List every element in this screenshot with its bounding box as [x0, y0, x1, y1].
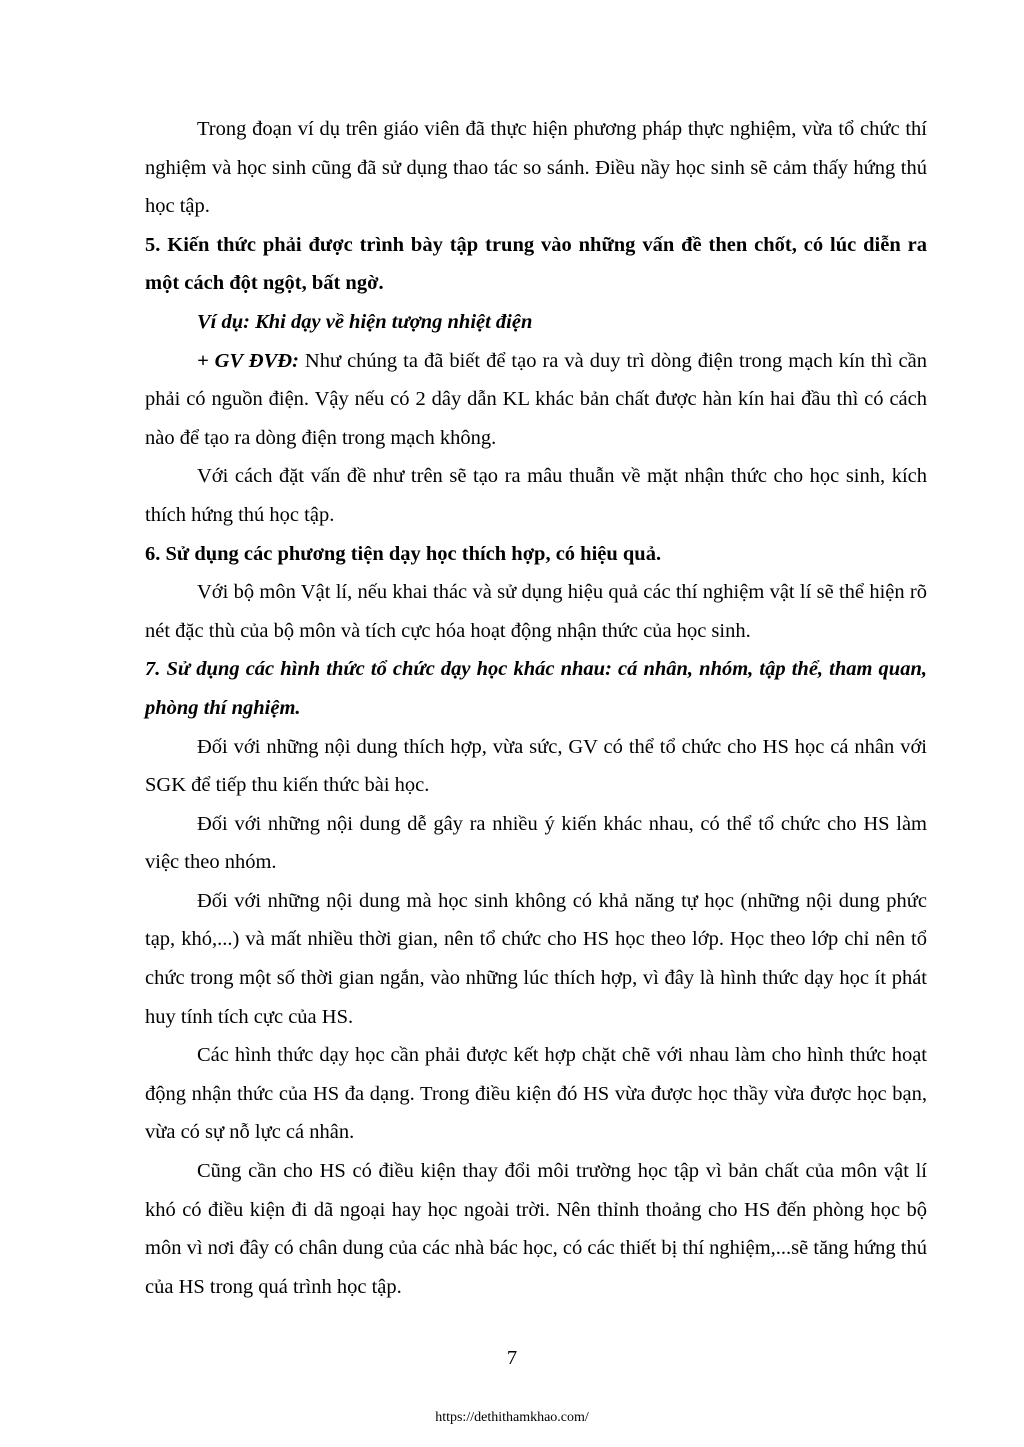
paragraph-physics-experiments: Với bộ môn Vật lí, nếu khai thác và sử dụng hiệu quả các thí nghiệm vật lí sẽ thể hiện rõ nét đặc thù của bộ môn và tích cực hóa hoạt động nhận thức của học sinh. — [145, 581, 927, 642]
page-number: 7 — [506, 1347, 518, 1369]
heading-section-7: 7. Sử dụng các hình thức tổ chức dạy học khác nhau: cá nhân, nhóm, tập thể, tham quan, phòng thí nghiệm. — [145, 658, 927, 719]
footer-url[interactable]: https://dethithamkhao.com/ — [435, 1410, 589, 1425]
heading-section-6: 6. Sử dụng các phương tiện dạy học thích hợp, có hiệu quả. — [145, 542, 662, 565]
teacher-text: Như chúng ta đã biết để tạo ra và duy trì dòng điện trong mạch kín thì cần phải có nguồn điện. Vậy nếu có 2 dây dẫn KL khác bản chất được hàn kín hai đầu thì có cách nào để tạo ra dòng điện trong mạch không. — [145, 349, 927, 449]
teacher-label: + GV ĐVĐ: — [197, 349, 299, 372]
paragraph-contradiction: Với cách đặt vấn đề như trên sẽ tạo ra mâu thuẫn về mặt nhận thức cho học sinh, kích thích hứng thú học tập. — [145, 465, 927, 526]
heading-section-5: 5. Kiến thức phải được trình bày tập trung vào những vấn đề then chốt, có lúc diễn ra một cách đột ngột, bất ngờ. — [145, 233, 927, 295]
paragraph-experiment-summary: Trong đoạn ví dụ trên giáo viên đã thực hiện phương pháp thực nghiệm, vừa tổ chức thí nghiệm và học sinh cũng đã sử dụng thao tác so sánh. Điều nầy học sinh sẽ cảm thấy hứng thú học tập. — [145, 118, 927, 218]
paragraph-class-learning: Đối với những nội dung mà học sinh không có khả năng tự học (những nội dung phức tạp, khó,...) và mất nhiều thời gian, nên tổ chức cho HS học theo lớp. Học theo lớp chỉ nên tổ chức trong một số thời gian ngắn, vào những lúc thích hợp, vì đây là hình thức dạy học ít phát huy tính tích cực của HS. — [145, 889, 927, 1028]
example-heading: Ví dụ: Khi dạy về hiện tượng nhiệt điện — [197, 310, 533, 333]
paragraph-teacher-problem — [145, 342, 927, 458]
document-body — [145, 110, 927, 1306]
paragraph-learning-environment: Cũng cần cho HS có điều kiện thay đổi môi trường học tập vì bản chất của môn vật lí khó có điều kiện đi dã ngoại hay học ngoài trời. Nên thỉnh thoảng cho HS đến phòng học bộ môn vì nơi đây có chân dung của các nhà bác học, có các thiết bị thí nghiệm,...sẽ tăng hứng thú của HS trong quá trình học tập. — [145, 1160, 927, 1298]
paragraph-group-work: Đối với những nội dung dễ gây ra nhiều ý kiến khác nhau, có thể tổ chức cho HS làm việc theo nhóm. — [145, 812, 927, 874]
paragraph-combined-forms: Các hình thức dạy học cần phải được kết hợp chặt chẽ với nhau làm cho hình thức hoạt động nhận thức của HS đa dạng. Trong điều kiện đó HS vừa được học thầy vừa được học bạn, vừa có sự nỗ lực cá nhân. — [145, 1044, 927, 1144]
paragraph-individual-learning: Đối với những nội dung thích hợp, vừa sức, GV có thể tổ chức cho HS học cá nhân với SGK để tiếp thu kiến thức bài học. — [145, 735, 927, 797]
